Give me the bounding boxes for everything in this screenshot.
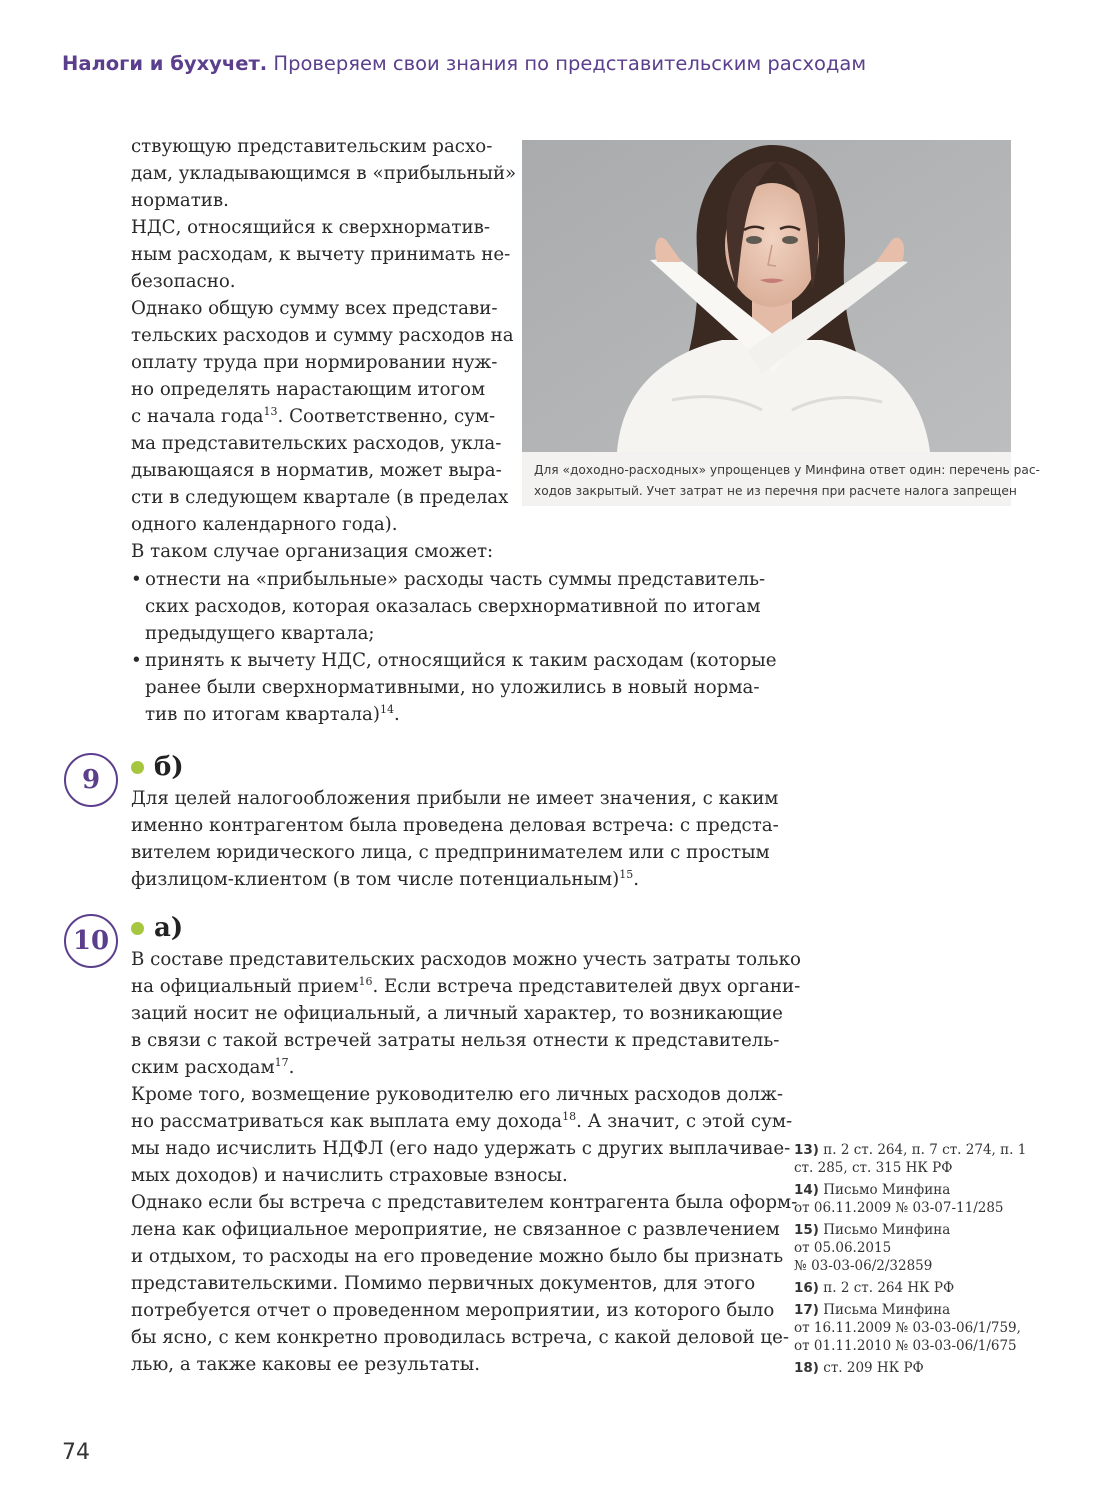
- bullet-list: [131, 566, 777, 728]
- footnote-ref: 18: [562, 1109, 577, 1123]
- footnote-ref: 16: [358, 974, 373, 988]
- footnote-text: № 03-03-06/2/32859: [794, 1258, 933, 1274]
- footnote-13: [794, 1141, 1034, 1177]
- caption-line: ходов закрытый. Учет затрат не из перечня при расчете налога запрещен: [534, 484, 1017, 498]
- text-line: отнести на «прибыльные» расходы часть суммы представитель-: [145, 569, 766, 590]
- footnote-ref: 14: [379, 702, 394, 716]
- text-line: Однако общую сумму всех представи-: [131, 298, 498, 319]
- footnote-text: Письмо Минфина: [823, 1222, 951, 1238]
- text-fragment: . Если встреча представителей двух органи-: [372, 976, 801, 997]
- text-line: НДС, относящийся к сверхнорматив-: [131, 217, 490, 238]
- text-line: вителем юридического лица, с предпринимателем или с простым: [131, 842, 770, 863]
- page-number: 74: [62, 1440, 90, 1465]
- text-line: Однако если бы встреча с представителем контрагента была оформ-: [131, 1192, 798, 1213]
- photo-illustration: [522, 140, 1011, 452]
- footnote-text: п. 2 ст. 264, п. 7 ст. 274, п. 1: [823, 1142, 1027, 1158]
- text-line: [131, 403, 496, 430]
- text-line: Для целей налогообложения прибыли не имеет значения, с каким: [131, 788, 779, 809]
- footnote-number: 16): [794, 1280, 819, 1296]
- footnote-text: Письмо Минфина: [823, 1182, 951, 1198]
- answer-label: б): [154, 752, 184, 782]
- text-fragment: но рассматриваться как выплата ему дохода: [131, 1111, 563, 1132]
- answer-label: а): [154, 913, 184, 943]
- text-line: ма представительских расходов, укла-: [131, 433, 502, 454]
- text-fragment: .: [288, 1057, 295, 1078]
- text-line: но определять нарастающим итогом: [131, 379, 486, 400]
- text-line: оплату труда при нормировании нуж-: [131, 352, 498, 373]
- text-fragment: .: [633, 869, 640, 890]
- footnote-text: от 06.11.2009 № 03-07-11/285: [794, 1200, 1004, 1216]
- footnotes: [794, 1141, 1034, 1381]
- caption-line: Для «доходно-расходных» упрощенцев у Минфина ответ один: перечень рас-: [534, 463, 1040, 477]
- footnote-16: [794, 1279, 1034, 1297]
- text-line: ствующую представительским расхо-: [131, 136, 493, 157]
- answer-bullet-dot: [131, 761, 144, 774]
- intro-column: [131, 133, 517, 565]
- photo-figure: [522, 140, 1040, 506]
- footnote-text: от 16.11.2009 № 03-03-06/1/759,: [794, 1320, 1021, 1336]
- text-fragment: . Соответственно, сум-: [277, 406, 496, 427]
- answer-bullet-dot: [131, 922, 144, 935]
- footnote-ref: 17: [274, 1055, 289, 1069]
- text-line: Кроме того, возмещение руководителю его личных расходов долж-: [131, 1084, 784, 1105]
- text-line: В таком случае организация сможет:: [131, 541, 494, 562]
- footnote-ref: 13: [263, 404, 278, 418]
- text-line: лью, а также каковы ее результаты.: [131, 1354, 481, 1375]
- footnote-number: 14): [794, 1182, 819, 1198]
- header-section: Налоги и бухучет.: [62, 52, 268, 75]
- q9-answer-text: [131, 785, 779, 893]
- running-header: [62, 52, 866, 75]
- text-line: мых доходов) и начислить страховые взносы.: [131, 1165, 568, 1186]
- text-line: бы ясно, с кем конкретно проводилась встреча, с какой деловой це-: [131, 1327, 790, 1348]
- text-fragment: тив по итогам квартала): [145, 704, 380, 725]
- text-line: сти в следующем квартале (в пределах: [131, 487, 509, 508]
- text-line: безопасно.: [131, 271, 236, 292]
- photo-woman-crossed-arms: [522, 140, 1011, 452]
- text-line: и отдыхом, то расходы на его проведение можно было бы признать: [131, 1246, 784, 1267]
- footnote-text: Письма Минфина: [823, 1302, 951, 1318]
- text-line: ских расходов, которая оказалась сверхнормативной по итогам: [145, 596, 761, 617]
- bullet-marker: •: [131, 650, 142, 671]
- footnote-text: от 01.11.2010 № 03-03-06/1/675: [794, 1338, 1017, 1354]
- list-item: [131, 566, 766, 647]
- bullet-marker: •: [131, 569, 142, 590]
- text-line: [131, 1054, 741, 1081]
- text-line: [131, 866, 741, 893]
- text-line: [145, 701, 741, 728]
- text-line: потребуется отчет о проведенном мероприятии, из которого было: [131, 1300, 775, 1321]
- text-line: предыдущего квартала;: [145, 623, 375, 644]
- text-line: в связи с такой встречей затраты нельзя отнести к представитель-: [131, 1030, 780, 1051]
- text-line: лена как официальное мероприятие, не связанное с развлечением: [131, 1219, 780, 1240]
- footnote-text: от 05.06.2015: [794, 1240, 892, 1256]
- footnote-text: ст. 285, ст. 315 НК РФ: [794, 1160, 953, 1176]
- text-line: норматив.: [131, 190, 229, 211]
- text-fragment: . А значит, с этой сум-: [576, 1111, 793, 1132]
- text-line: дывающаяся в норматив, может выра-: [131, 460, 502, 481]
- footnote-14: [794, 1181, 1034, 1217]
- text-fragment: ским расходам: [131, 1057, 275, 1078]
- text-line: представительскими. Помимо первичных документов, для этого: [131, 1273, 756, 1294]
- text-line: именно контрагентом была проведена деловая встреча: с предста-: [131, 815, 779, 836]
- answer-heading: [131, 752, 184, 782]
- answer-heading: [131, 913, 183, 943]
- list-item: [131, 647, 777, 728]
- text-line: В составе представительских расходов можно учесть затраты только: [131, 949, 801, 970]
- text-line: одного календарного года).: [131, 514, 398, 535]
- footnote-text: ст. 209 НК РФ: [823, 1360, 924, 1376]
- text-fragment: на официальный прием: [131, 976, 359, 997]
- text-line: заций носит не официальный, а личный характер, то возникающие: [131, 1003, 783, 1024]
- footnote-15: [794, 1221, 1034, 1275]
- photo-caption: [534, 460, 1040, 502]
- text-line: ранее были сверхнормативными, но уложились в новый норма-: [145, 677, 760, 698]
- question-number-badge: 10: [64, 914, 118, 968]
- header-title: Проверяем свои знания по представительским расходам: [273, 52, 867, 75]
- question-number-badge: 9: [64, 753, 118, 807]
- text-line: [131, 1108, 793, 1135]
- footnote-number: 17): [794, 1302, 819, 1318]
- text-line: тельских расходов и сумму расходов на: [131, 325, 514, 346]
- text-line: ным расходам, к вычету принимать не-: [131, 244, 511, 265]
- footnote-text: п. 2 ст. 264 НК РФ: [823, 1280, 955, 1296]
- text-line: мы надо исчислить НДФЛ (его надо удержать с других выплачивае-: [131, 1138, 791, 1159]
- footnote-number: 18): [794, 1360, 819, 1376]
- footnote-number: 15): [794, 1222, 819, 1238]
- footnote-ref: 15: [619, 867, 634, 881]
- text-line: [131, 973, 801, 1000]
- footnote-18: [794, 1359, 1034, 1377]
- footnote-17: [794, 1301, 1034, 1355]
- q10-answer-text: [131, 946, 801, 1378]
- text-line: принять к вычету НДС, относящийся к таким расходам (которые: [145, 650, 777, 671]
- text-fragment: с начала года: [131, 406, 264, 427]
- text-line: дам, укладывающимся в «прибыльный»: [131, 163, 517, 184]
- text-fragment: .: [393, 704, 400, 725]
- text-fragment: физлицом-клиентом (в том числе потенциальным): [131, 869, 620, 890]
- footnote-number: 13): [794, 1142, 819, 1158]
